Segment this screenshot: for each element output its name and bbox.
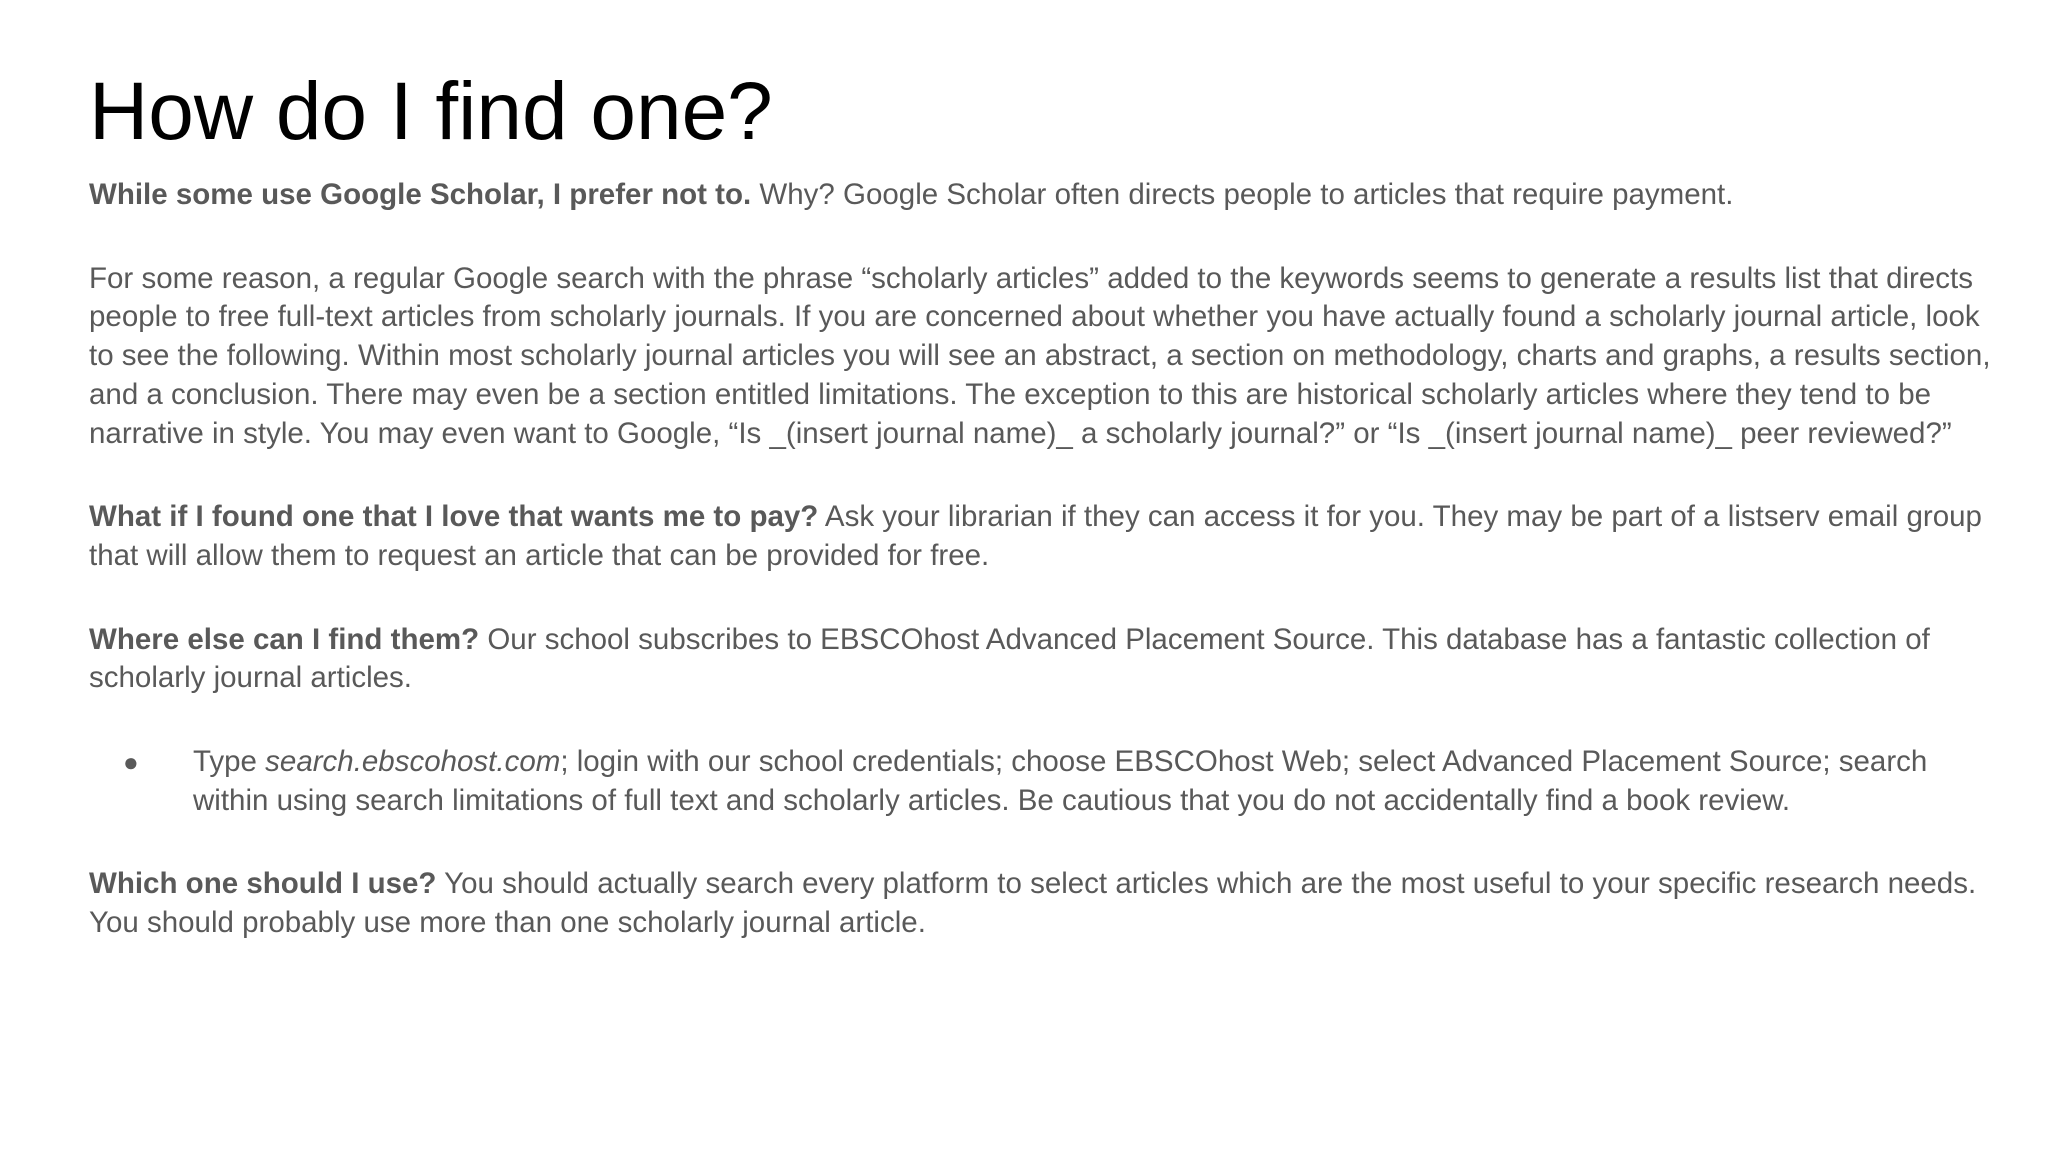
paragraph-google-scholar-text: Why? Google Scholar often directs people to articles that require payment. xyxy=(751,178,1734,211)
bullet-item-ebsco xyxy=(89,743,2009,820)
bullet-list xyxy=(89,743,2009,820)
slide-body xyxy=(89,176,2009,988)
paragraph-pay-text: Ask your librarian if they can access it for you. They may be part of a listserv email group that will allow them to request an article that can be provided for free. xyxy=(89,500,1982,572)
paragraph-google-scholar xyxy=(89,176,2009,215)
bullet-dot-icon: ● xyxy=(123,747,139,778)
paragraph-regular-search xyxy=(89,260,2009,454)
paragraph-where-else-lead: Where else can I find them? xyxy=(89,622,480,656)
paragraph-which-one-lead: Which one should I use? xyxy=(89,867,437,901)
ebsco-url: search.ebscohost.com xyxy=(265,745,561,779)
paragraph-google-scholar-lead: While some use Google Scholar, I prefer not to. xyxy=(89,178,752,211)
bullet-text-post: ; login with our school credentials; choose EBSCOhost Web; select Advanced Placement Source; search within using search limitations of full text and scholarly articles. Be cautious that you do not accidentally find a book review. xyxy=(193,745,1928,817)
slide-title: How do I find one? xyxy=(89,66,773,157)
paragraph-regular-search-text: For some reason, a regular Google search with the phrase “scholarly articles” added to the keywords seems to generate a results list that directs people to free full-text articles from scholarly journals. If you are concerned about whether you have actually found a scholarly journal article, look to see the following. Within most scholarly journal articles you will see an abstract, a section on methodology, charts and graphs, a results section, and a conclusion. There may even be a section entitled limitations. The exception to this are historical scholarly articles where they tend to be narrative in style. You may even want to Google, “Is _(insert journal name)_ a scholarly journal?” or “Is _(insert journal name)_ peer reviewed?” xyxy=(89,261,1991,450)
paragraph-which-one-text: You should actually search every platform to select articles which are the most useful to your specific research needs. You should probably use more than one scholarly journal article. xyxy=(89,867,1977,940)
paragraph-pay-lead: What if I found one that I love that wants me to pay? xyxy=(89,500,819,534)
paragraph-where-else xyxy=(89,621,2009,698)
paragraph-where-else-text: Our school subscribes to EBSCOhost Advanced Placement Source. This database has a fantastic collection of scholarly journal articles. xyxy=(89,622,1930,695)
paragraph-which-one xyxy=(89,865,2009,942)
paragraph-pay xyxy=(89,498,2009,575)
bullet-text-pre: Type xyxy=(193,745,266,779)
